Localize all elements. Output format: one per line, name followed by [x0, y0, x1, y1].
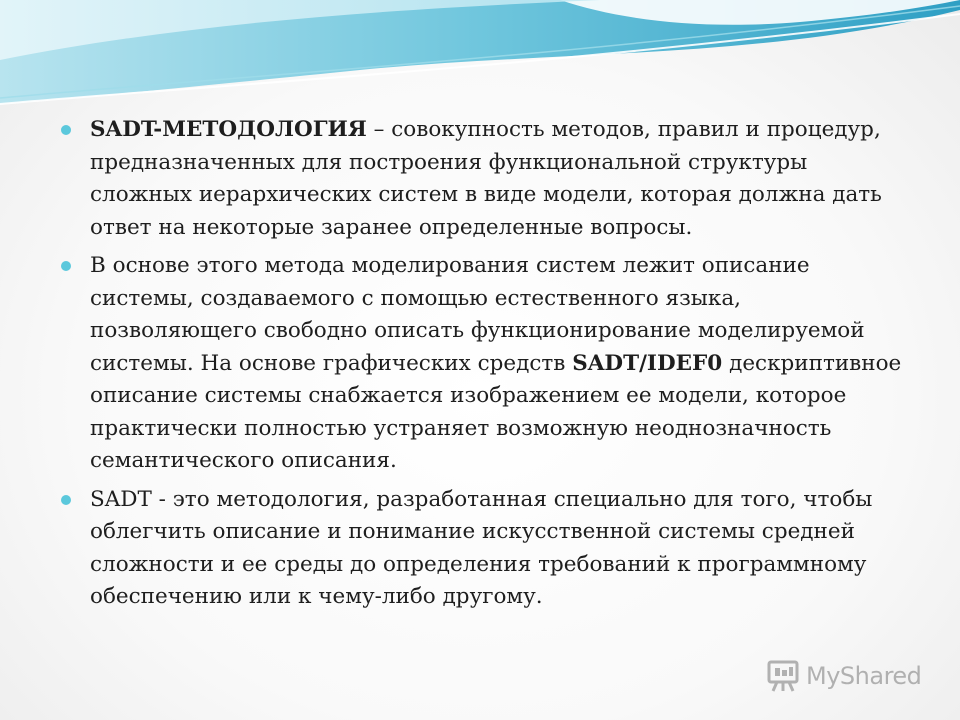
watermark-label: MyShared: [806, 662, 922, 690]
term-sadt-idef0: SADT/IDEF0: [572, 350, 723, 376]
presentation-board-icon: [766, 659, 800, 693]
term-sadt-methodology: SADT-МЕТОДОЛОГИЯ: [90, 117, 367, 142]
slide-body: [60, 114, 910, 620]
bullet-icon: [61, 125, 71, 135]
paragraph-text: – совокупность методов, правил и процедур, предназначенных для построения функциональной структуры сложных иерархических систем в виде модели, которая должна дать ответ на некоторые заранее определенные вопросы.: [90, 117, 882, 240]
paragraph-text: В основе этого метода моделирования систем лежит описание системы, создаваемого с помощью естественного языка, позволяющего свободно описать функционирование моделируемой системы. На основе графических средств: [90, 253, 865, 376]
paragraph-text: SADT - это методология, разработанная специально для того, чтобы облегчить описание и понимание искусственной системы средней сложности и ее среды до определения требований к программному обеспечению или к чему-либо другому.: [90, 486, 873, 609]
myshared-watermark: [766, 656, 921, 696]
bullet-icon: [61, 495, 71, 505]
bullet-icon: [61, 261, 71, 271]
bullet-paragraph-2: [60, 250, 910, 478]
header-wave-decoration: [0, 0, 960, 120]
bullet-paragraph-3: [60, 484, 910, 614]
paragraph-text: дескриптивное описание системы снабжается изображением ее модели, которое практически полностью устраняет возможную неоднозначность семантического описания.: [90, 350, 902, 473]
bullet-paragraph-1: [60, 114, 910, 244]
